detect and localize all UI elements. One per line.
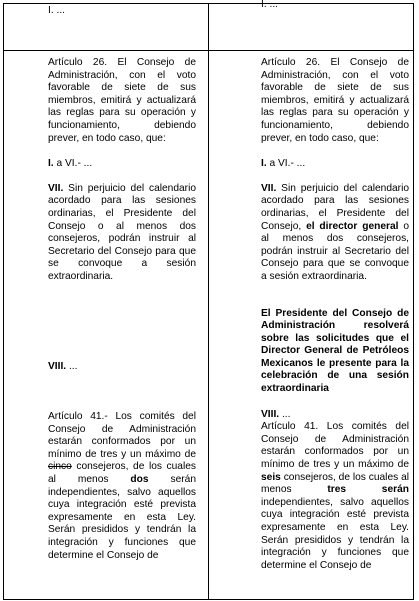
comparison-table bbox=[3, 0, 414, 600]
right-new-paragraph: El Presidente del Consejo de Administración resolverá sobre las solicitudes que el Director General de Petróleos Mexicanos le presente para la celebración de una sesión extraordinaria bbox=[261, 307, 409, 395]
right-fraction-i: I. ... bbox=[261, 0, 278, 10]
right-article-41: Artículo 41. Los comités del Consejo de Administración estarán conformados por un mínimo de tres y un máximo de seis consejeros, de los cuales al menos tres serán independientes, salvo aquellos cuya integración esté prevista expresamente en esta Ley. Serán presididos y tendrán la integración y funciones que determine el Consejo de bbox=[261, 421, 409, 571]
left-fraction-vii: VII. Sin perjuicio del calendario acordado para las sesiones ordinarias, el Presidente del Consejo o al menos dos consejeros, podrán instruir al Secretario del Consejo para que se convoque a sesión extraordinaria. bbox=[48, 182, 196, 282]
right-column bbox=[209, 51, 414, 600]
right-fraction-vii: VII. Sin perjuicio del calendario acordado para las sesiones ordinarias, el Presidente del Consejo, el director general o al menos dos consejeros, podrán instruir al Secretario del Consejo para que se convoque a sesión extraordinaria. bbox=[261, 182, 409, 282]
left-article-26: Artículo 26. El Consejo de Administración, con el voto favorable de siete de sus miembros, emitirá y actualizará las reglas para su operación y funcionamiento, debiendo prever, en todo caso, que: bbox=[48, 57, 196, 144]
left-fraction-i: I. ... bbox=[48, 5, 65, 16]
row1-left-cell bbox=[4, 4, 209, 51]
left-fraction-viii: VIII. ... bbox=[48, 360, 78, 372]
left-fractions-i-vi: I. a VI.- ... bbox=[48, 158, 93, 170]
left-column bbox=[4, 51, 209, 600]
row1-right-cell bbox=[209, 0, 414, 51]
right-fractions-i-vi: I. a VI.- ... bbox=[261, 158, 306, 170]
right-article-26: Artículo 26. El Consejo de Administración, con el voto favorable de siete de sus miembros, emitirá y actualizará las reglas para su operación y funcionamiento, debiendo prever, en todo caso, que: bbox=[261, 57, 409, 144]
right-fraction-viii: VIII. ... bbox=[261, 408, 291, 420]
left-article-41: Artículo 41.- Los comités del Consejo de Administración estarán conformados por un mínimo de tres y un máximo de cinco consejeros, de los cuales al menos dos serán independientes, salvo aquellos cuya integración esté prevista expresamente en esta Ley. Serán presididos y tendrán la integración y funciones que determine el Consejo de bbox=[48, 411, 196, 561]
